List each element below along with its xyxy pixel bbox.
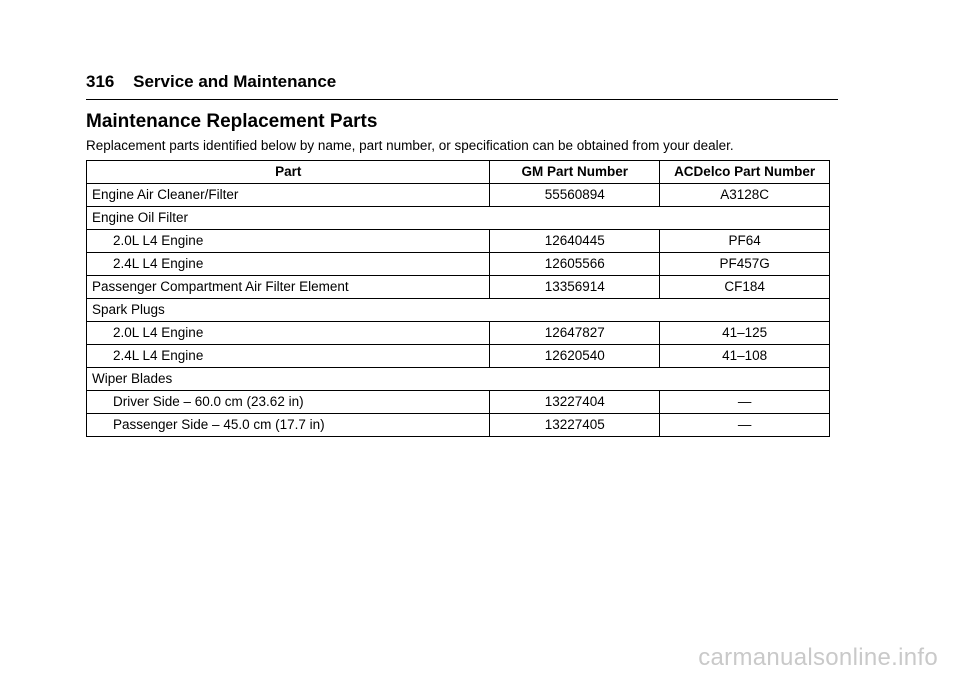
- table-row: [87, 184, 830, 207]
- gm-part-number-cell: 12647827: [490, 322, 660, 345]
- watermark: carmanualsonline.info: [698, 644, 938, 671]
- gm-part-number-cell: 12605566: [490, 253, 660, 276]
- acdelco-part-number-cell: —: [660, 391, 830, 414]
- acdelco-part-number-cell: A3128C: [660, 184, 830, 207]
- acdelco-part-number-cell: CF184: [660, 276, 830, 299]
- group-label: Wiper Blades: [87, 368, 830, 391]
- part-name-cell: Engine Air Cleaner/Filter: [87, 184, 490, 207]
- gm-part-number-cell: 12640445: [490, 230, 660, 253]
- part-name-cell: 2.4L L4 Engine: [87, 345, 490, 368]
- section-name: Service and Maintenance: [133, 72, 337, 91]
- parts-table: [86, 160, 830, 437]
- column-header-part: Part: [87, 161, 490, 184]
- part-name-cell: 2.4L L4 Engine: [87, 253, 490, 276]
- part-name-cell: 2.0L L4 Engine: [87, 230, 490, 253]
- table-row: [87, 391, 830, 414]
- column-header-gm-part-number: GM Part Number: [490, 161, 660, 184]
- section-title: Maintenance Replacement Parts: [86, 111, 378, 132]
- gm-part-number-cell: 12620540: [490, 345, 660, 368]
- acdelco-part-number-cell: 41–108: [660, 345, 830, 368]
- table-row: [87, 230, 830, 253]
- column-header-acdelco-part-number: ACDelco Part Number: [660, 161, 830, 184]
- page-header: [86, 72, 838, 100]
- group-label: Engine Oil Filter: [87, 207, 830, 230]
- table-row: [87, 322, 830, 345]
- acdelco-part-number-cell: PF64: [660, 230, 830, 253]
- gm-part-number-cell: 55560894: [490, 184, 660, 207]
- part-name-cell: 2.0L L4 Engine: [87, 322, 490, 345]
- gm-part-number-cell: 13356914: [490, 276, 660, 299]
- gm-part-number-cell: 13227405: [490, 414, 660, 437]
- intro-text: Replacement parts identified below by name, part number, or specification can be obtained from your dealer.: [86, 138, 734, 153]
- acdelco-part-number-cell: —: [660, 414, 830, 437]
- table-group-row: [87, 207, 830, 230]
- acdelco-part-number-cell: PF457G: [660, 253, 830, 276]
- gm-part-number-cell: 13227404: [490, 391, 660, 414]
- table-header-row: [87, 161, 830, 184]
- table-group-row: [87, 299, 830, 322]
- table-group-row: [87, 368, 830, 391]
- part-name-cell: Passenger Compartment Air Filter Element: [87, 276, 490, 299]
- table-row: [87, 276, 830, 299]
- group-label: Spark Plugs: [87, 299, 830, 322]
- table-row: [87, 345, 830, 368]
- table-row: [87, 414, 830, 437]
- acdelco-part-number-cell: 41–125: [660, 322, 830, 345]
- parts-table-body: [87, 184, 830, 437]
- part-name-cell: Driver Side – 60.0 cm (23.62 in): [87, 391, 490, 414]
- page-number: 316: [86, 72, 115, 91]
- part-name-cell: Passenger Side – 45.0 cm (17.7 in): [87, 414, 490, 437]
- table-row: [87, 253, 830, 276]
